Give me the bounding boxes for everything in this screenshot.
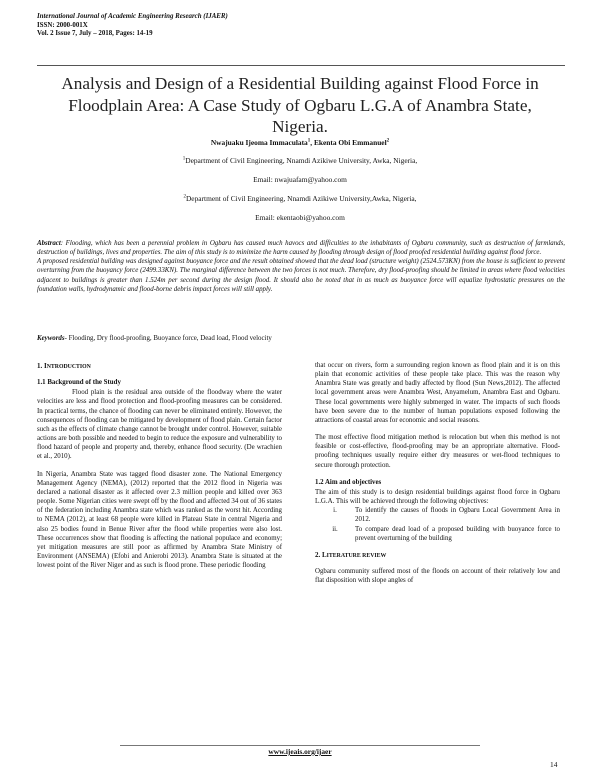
section-title: ITERATURE REVIEW [326,552,387,559]
journal-name: International Journal of Academic Engineering Research (IJAER) [37,13,228,20]
abstract-para-2: A proposed residential building was designed against buoyance force and the result obtained showed that the dead load (structure weight) (2524.573KN) from the house is sufficient to prevent overturning from the buoyancy force (2499.33KN). The marginal difference between the two forces is not much. Therefore, dry flood-proofing should be limited in areas where flood velocities adjacent to buildings is greater than 1.524m per second during the design flood. It should also be noted that in as much as buoyance force will equalize hydrostatic pressures on the foundation walls, hydrodynamic and flood-borne debris impact forces will still apply. [37,258,565,293]
abstract-text-1: : Flooding, which has been a perennial problem in Ogbaru has caused much havocs and difficulties to the inhabitants of Ogbaru community, such as destruction of farmlands, destruction of buildings, lives and properties. The aim of this study is to minimize the harm caused by flooding through design of flood proofed residential building against flood force. [37,240,565,257]
objective-item [315,525,560,543]
intro-paragraph-4: The most effective flood mitigation method is relocation but when this method is not feasible or cost-effective, flood-proofing may be an appropriate alternative. Flood-proofing techniques usually require either dry measures or wet-flood techniques to secure thorough protection. [315,434,560,469]
affiliation-1-sup: 1 [182,156,186,162]
intro-paragraph-3: that occur on rivers, form a surrounding region known as flood plain and it is on this plain that economic activities of these people take place. This was the reason why Anambra State was greatly and badly affected by flood (Sun News,2012). The affected local government areas were Anambra West, Anyamelum, Anambra East and Ogbaru. These local governments were highly submerged in water. The impacts of such floods have been severe due to the number of human populations exposed following the attractions of coastal areas for economic and social reasons. [315,362,560,424]
abstract [37,239,565,294]
right-column [315,361,560,585]
keywords-text: - Flooding, Dry flood-proofing, Buoyance force, Dead load, Flood velocity [64,335,272,342]
abstract-para-1 [37,239,565,257]
objective-text: To compare dead load of a proposed building with buoyance force to prevent overturning of the building [355,525,560,542]
intro-paragraph-1: Flood plain is the residual area outside of the floodway where the water velocities are less and flood protection and flood-proofing measures can be considered. In practical terms, the chance of flooding can never be eliminated entirely. However, the consequences of flooding can be mitigated by development of flood plain. Certain factor such as the effects of climate change cannot be brought under control. However, suitable actions are both possible and needed to begin to reduce the exposure and vulnerability to flood hazard of people and property and, thereby, enhance flood security. (De wrachien et al., 2010). [37,389,282,461]
section-number: 2. L [315,550,327,559]
section-title: NTRODUCTION [46,364,91,370]
affiliation-2-email: Email: ekentaobi@yahoo.com [255,213,345,222]
affiliation-1 [40,156,560,165]
affiliation-1-dept: Department of Civil Engineering, Nnamdi Azikiwe University, Awka, Nigeria, [185,156,418,165]
affiliation-2-dept: Department of Civil Engineering, Nnamdi Azikiwe University,Awka, Nigeria, [185,194,417,203]
subsection-heading-background: 1.1 Background of the Study [37,379,121,387]
intro-paragraph-2: In Nigeria, Anambra State was tagged flood disaster zone. The National Emergency Management Agency (NEMA), (2012) reported that the 2012 flood in Nigeria was declared a national disaster as it affected over 2.3 million people and killed over 363 people. Some Nigerian cities were swept off by the flood and affected 34 out of 36 states of the federation including Anambra state which was ranked as the worst hit. According to NEMA (2012), at least 68 people were killed in Plateau State in central Nigeria and also 25 bodies found in Benue River after the flood while properties were also lost. These occurrences show that flooding is affecting the national populace and economy; yet mitigation measures are still poor as affirmed by Anambra State Ministry of Environment (ANSEMA) (Efobi and Anierobi 2013). Anambra State is situated at the lowest point of the River Niger and as such is flood prone. These periodic flooding [37,470,282,570]
objective-item [315,506,560,524]
literature-paragraph: Ogbaru community suffered most of the floods on account of their relatively low and flat disposition with slope angles of [315,567,560,585]
affiliation-2-sup: 2 [183,194,186,200]
paragraph-gap [315,470,560,478]
objective-number: i. [333,507,337,515]
journal-issn: ISSN: 2000-001X [37,21,88,29]
objective-text: To identify the causes of floods in Ogbaru Local Government Area in 2012. [355,507,560,524]
affiliation-1-email: Email: nwajuafam@yahoo.com [253,175,347,184]
author-2: Ekenta Obi Emmanuel [313,138,387,147]
affiliation-2 [40,194,560,203]
page-number: 14 [550,760,558,769]
section-heading-literature [315,551,560,561]
author-1-sup: 1 [307,138,311,144]
keywords-label: Keywords [37,335,65,342]
paragraph-gap [315,543,560,551]
objective-number: ii. [332,525,338,533]
footer-divider [120,745,480,746]
journal-volume: Vol. 2 Issue 7, July – 2018, Pages: 14-19 [37,30,153,38]
section-heading-introduction [37,362,282,372]
objectives-list [315,506,560,543]
left-column [37,362,282,570]
aims-paragraph: The aim of this study is to design residential buildings against flood force in Ogbaru L.G.A. This will be achieved through the following objectives: [315,488,560,506]
header-divider [37,65,565,66]
paragraph-gap [315,425,560,433]
subsection-heading-aims: 1.2 Aim and objectives [315,478,382,486]
keywords [37,335,565,342]
journal-header [37,13,567,39]
paper-title: Analysis and Design of a Residential Building against Flood Force in Floodplain Area: A Case Study of Ogbaru L.G.A of Anambra State, Nigeria. [61,74,539,136]
paragraph-gap [37,462,282,470]
author-line [40,138,560,147]
author-separator: , [310,138,314,147]
footer-link[interactable]: www.ijeais.org/ijaer [268,747,332,756]
author-1: Nwajuaku Ijeoma Immaculata [210,138,308,147]
author-2-sup: 2 [386,138,390,144]
section-number: 1. I [37,362,47,370]
abstract-label: Abstract [37,240,61,247]
